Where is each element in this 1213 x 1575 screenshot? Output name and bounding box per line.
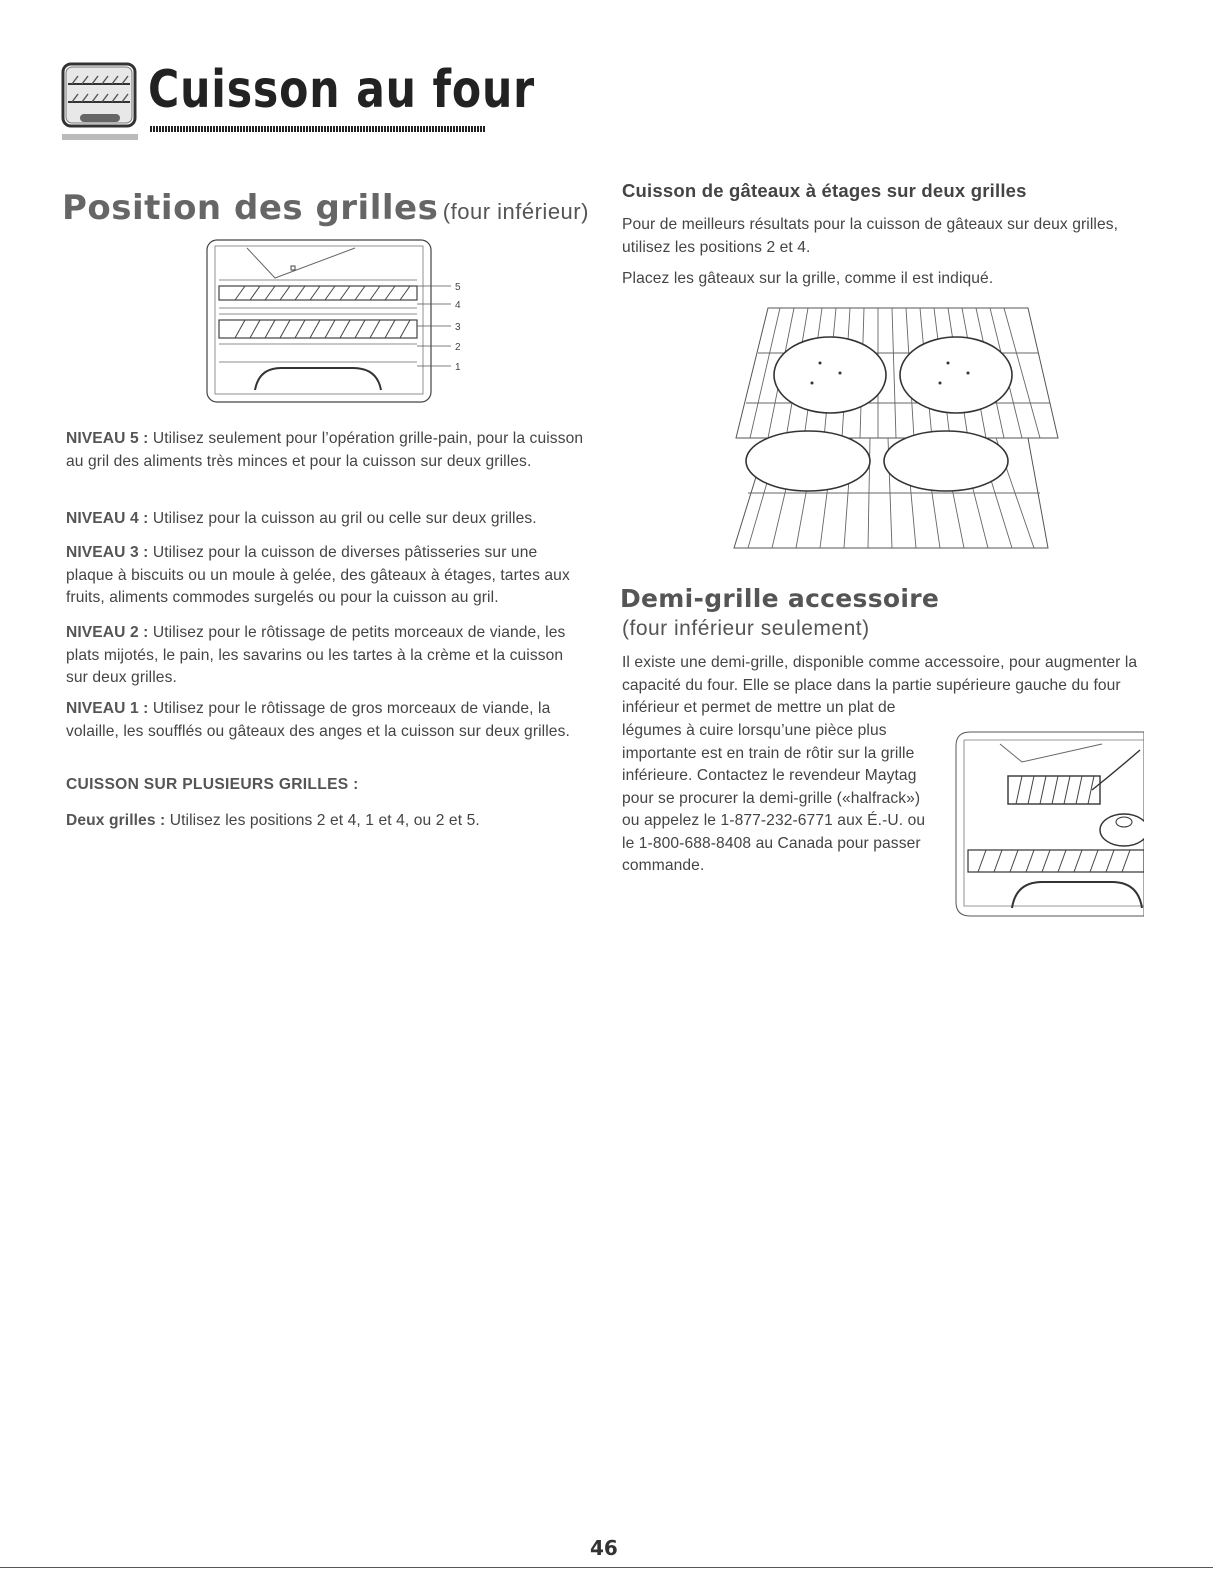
layer-cake-heading: Cuisson de gâteaux à étages sur deux grilles [622,180,1027,201]
two-racks-text: Utilisez les positions 2 et 4, 1 et 4, ou 2 et 5. [165,812,480,829]
level-5-text: Utilisez seulement pour l’opération grille-pain, pour la cuisson au gril des aliments très minces et pour la cuisson sur deux grilles. [66,430,584,470]
level-1-paragraph [66,698,586,743]
rack-position-title: Position des grilles [62,188,439,228]
rack-label-4: 4 [455,300,461,311]
two-racks-label: Deux grilles : [66,812,166,829]
rack-label-1: 1 [455,362,461,373]
level-3-label: NIVEAU 3 : [66,544,149,561]
half-rack-subheading: (four inférieur seulement) [622,617,870,640]
oven-icon [60,58,142,146]
half-rack-paragraph-a: Il existe une demi-grille, disponible comme accessoire, pour augmenter la capacité du four. Elle se place dans la partie supérieure gauche du four inférieur et permet de mettre un plat de [622,654,1138,716]
layer-cake-paragraph-2: Placez les gâteaux sur la grille, comme il est indiqué. [622,270,994,287]
level-1-text: Utilisez pour le rôtissage de gros morceaux de viande, la volaille, les soufflés ou gâteaux des anges et la cuisson sur deux grilles. [66,700,570,740]
page-number: 46 [590,1536,618,1560]
rack-label-5: 5 [455,282,461,293]
oven-rack-diagram [205,238,473,408]
rack-label-2: 2 [455,342,461,353]
layer-cake-paragraph-1: Pour de meilleurs résultats pour la cuisson de gâteaux sur deux grilles, utilisez les positions 2 et 4. [622,216,1119,256]
multi-rack-heading: CUISSON SUR PLUSIEURS GRILLES : [66,776,359,793]
level-3-paragraph [66,542,586,610]
rack-position-heading [62,188,589,235]
half-rack-paragraph-b: légumes à cuire lorsqu’une pièce plus importante est en train de rôtir sur la grille inférieure. Contactez le revendeur Maytag pour se procurer la demi-grille («halfrack») ou appelez le 1-877-232-6771 aux É.-U. ou le 1-800-688-8408 au Canada pour passer commande. [622,722,926,874]
level-2-label: NIVEAU 2 : [66,624,149,641]
level-3-text: Utilisez pour la cuisson de diverses pâtisseries sur une plaque à biscuits ou un moule à gelée, des gâteaux à étages, tartes aux fruits, aliments commodes surgelés ou pour la cuisson au gril. [66,544,570,606]
rack-position-subtitle: (four inférieur) [442,199,589,224]
level-4-text: Utilisez pour la cuisson au gril ou celle sur deux grilles. [148,510,537,527]
level-4-label: NIVEAU 4 : [66,510,149,527]
half-rack-diagram [952,730,1144,918]
level-2-paragraph [66,622,586,690]
cake-rack-diagram [728,303,1062,553]
rack-label-3: 3 [455,322,461,333]
level-5-label: NIVEAU 5 : [66,430,149,447]
page-title: Cuisson au four [148,60,536,120]
level-4-paragraph [66,508,586,531]
two-racks-paragraph [66,810,586,833]
level-2-text: Utilisez pour le rôtissage de petits morceaux de viande, les plats mijotés, le pain, les savarins ou les tartes à la crème et la cuisson sur deux grilles. [66,624,566,686]
level-5-paragraph [66,428,586,473]
bottom-rule [0,1567,1213,1568]
level-1-label: NIVEAU 1 : [66,700,149,717]
title-underline [150,126,486,132]
half-rack-heading: Demi-grille accessoire [620,584,940,613]
